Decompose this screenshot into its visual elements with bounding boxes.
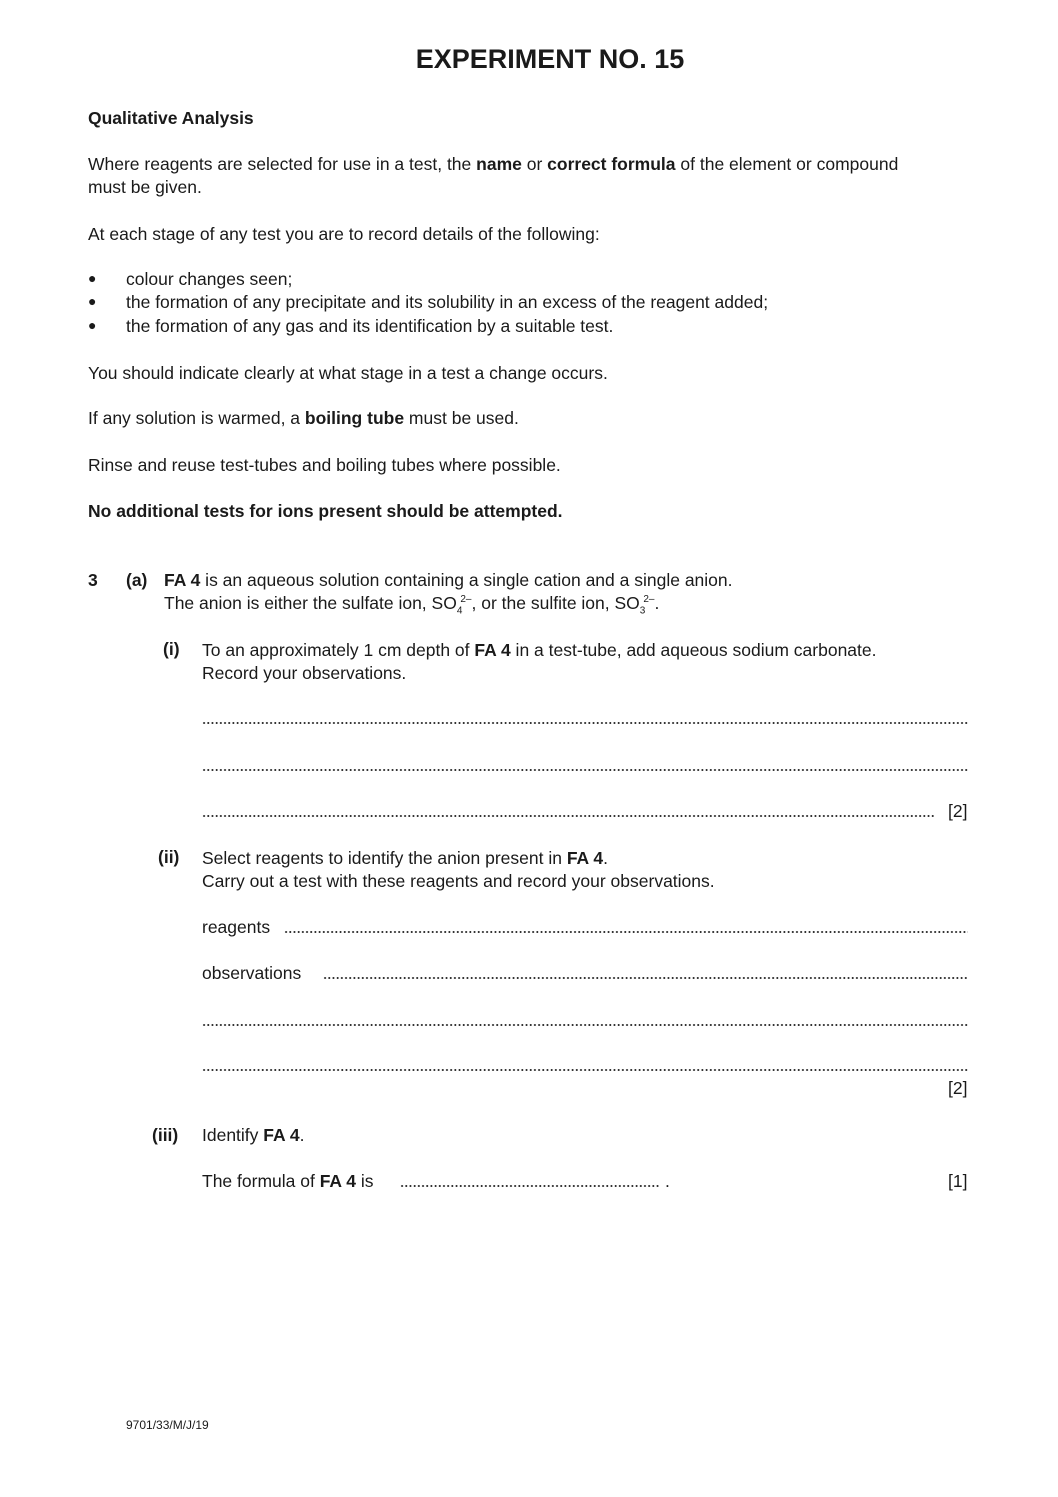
intro-paragraph-2: At each stage of any test you are to record details of the following: — [88, 224, 600, 244]
fa4-label: FA 4 — [474, 640, 511, 660]
page-title: EXPERIMENT NO. 15 — [415, 44, 685, 74]
part-i-marks: [2] — [948, 801, 968, 821]
part-ii-text-1b: . — [603, 848, 609, 868]
bullet-marker-2: ● — [88, 293, 97, 309]
formula-answer-line[interactable] — [400, 1184, 660, 1188]
section-heading: Qualitative Analysis — [88, 108, 254, 128]
intro-p1-line2: must be given. — [88, 177, 202, 197]
observations-answer-line-3[interactable] — [202, 1068, 968, 1072]
fa4-label: FA 4 — [566, 848, 604, 868]
part-ii-label: (ii) — [158, 847, 180, 867]
part-a-text-2b: , or the sulfite ion, SO — [471, 593, 640, 613]
intro-paragraph-4 — [88, 408, 519, 429]
part-ii-text-1a: Select reagents to identify the anion present in — [202, 848, 567, 868]
part-iii-marks: [1] — [948, 1171, 968, 1191]
part-i-text-1b: in a test-tube, add aqueous sodium carbonate. — [510, 640, 877, 660]
part-a-line-2 — [164, 593, 660, 617]
formula-text-a: The formula of — [202, 1171, 320, 1191]
intro-p1-formula: correct formula — [547, 154, 676, 174]
sulfate-subscript: 4 — [456, 605, 463, 617]
part-a-text-2a: The anion is either the sulfate ion, SO — [164, 593, 457, 613]
answer-line-i-3[interactable] — [202, 814, 934, 818]
part-a-text-2c: . — [654, 593, 660, 613]
sulfite-subscript: 3 — [639, 605, 646, 617]
part-ii-text — [202, 847, 715, 893]
fa4-label: FA 4 — [263, 1125, 300, 1145]
part-ii-marks: [2] — [948, 1078, 968, 1098]
answer-line-i-1[interactable] — [202, 721, 968, 725]
bullet-item-1: colour changes seen; — [126, 269, 293, 289]
part-ii-text-2: Carry out a test with these reagents and record your observations. — [202, 871, 715, 891]
observations-label: observations — [202, 963, 302, 983]
answer-line-i-2[interactable] — [202, 768, 968, 772]
part-i-text-2: Record your observations. — [202, 663, 407, 683]
intro-p1-or: or — [521, 154, 548, 174]
sulfite-charge: 2– — [643, 594, 655, 606]
reagents-answer-line[interactable] — [284, 930, 968, 934]
formula-text-b: is — [356, 1171, 374, 1191]
part-i-text — [202, 639, 877, 685]
intro-p1-rest: of the element or compound — [675, 154, 899, 174]
intro-paragraph-3: You should indicate clearly at what stage in a test a change occurs. — [88, 363, 608, 383]
part-a-line-1 — [164, 570, 733, 591]
observations-answer-line-2[interactable] — [202, 1023, 968, 1027]
fa4-label: FA 4 — [319, 1171, 357, 1191]
part-a-text-1: is an aqueous solution containing a single cation and a single anion. — [200, 570, 733, 590]
bullet-marker-1: ● — [88, 270, 97, 286]
part-iii-text-a: Identify — [202, 1125, 264, 1145]
part-iii-text — [202, 1125, 304, 1146]
intro-p4-text: If any solution is warmed, a — [88, 408, 305, 428]
observations-answer-line-1[interactable] — [323, 976, 968, 980]
part-a-label: (a) — [126, 570, 148, 590]
sulfate-charge: 2– — [460, 594, 472, 606]
bullet-item-3: the formation of any gas and its identification by a suitable test. — [126, 316, 614, 336]
formula-statement — [202, 1171, 374, 1192]
part-i-text-1a: To an approximately 1 cm depth of — [202, 640, 475, 660]
reagents-label: reagents — [202, 917, 271, 937]
intro-paragraph-5: Rinse and reuse test-tubes and boiling tubes where possible. — [88, 455, 561, 475]
fa4-label: FA 4 — [164, 570, 201, 590]
part-iii-label: (iii) — [152, 1125, 179, 1145]
intro-p1-text: Where reagents are selected for use in a test, the — [88, 154, 477, 174]
intro-p4-bold: boiling tube — [304, 408, 405, 428]
intro-paragraph-1 — [88, 153, 898, 199]
bullet-marker-3: ● — [88, 317, 97, 333]
paper-code-footer: 9701/33/M/J/19 — [126, 1418, 209, 1432]
intro-p4-rest: must be used. — [404, 408, 519, 428]
question-number: 3 — [88, 570, 98, 590]
part-i-label: (i) — [163, 639, 180, 659]
intro-paragraph-6: No additional tests for ions present should be attempted. — [88, 501, 563, 521]
part-iii-text-b: . — [299, 1125, 305, 1145]
bullet-item-2: the formation of any precipitate and its solubility in an excess of the reagent added; — [126, 292, 769, 312]
intro-p1-name: name — [476, 154, 522, 174]
formula-end-period: . — [665, 1171, 670, 1191]
